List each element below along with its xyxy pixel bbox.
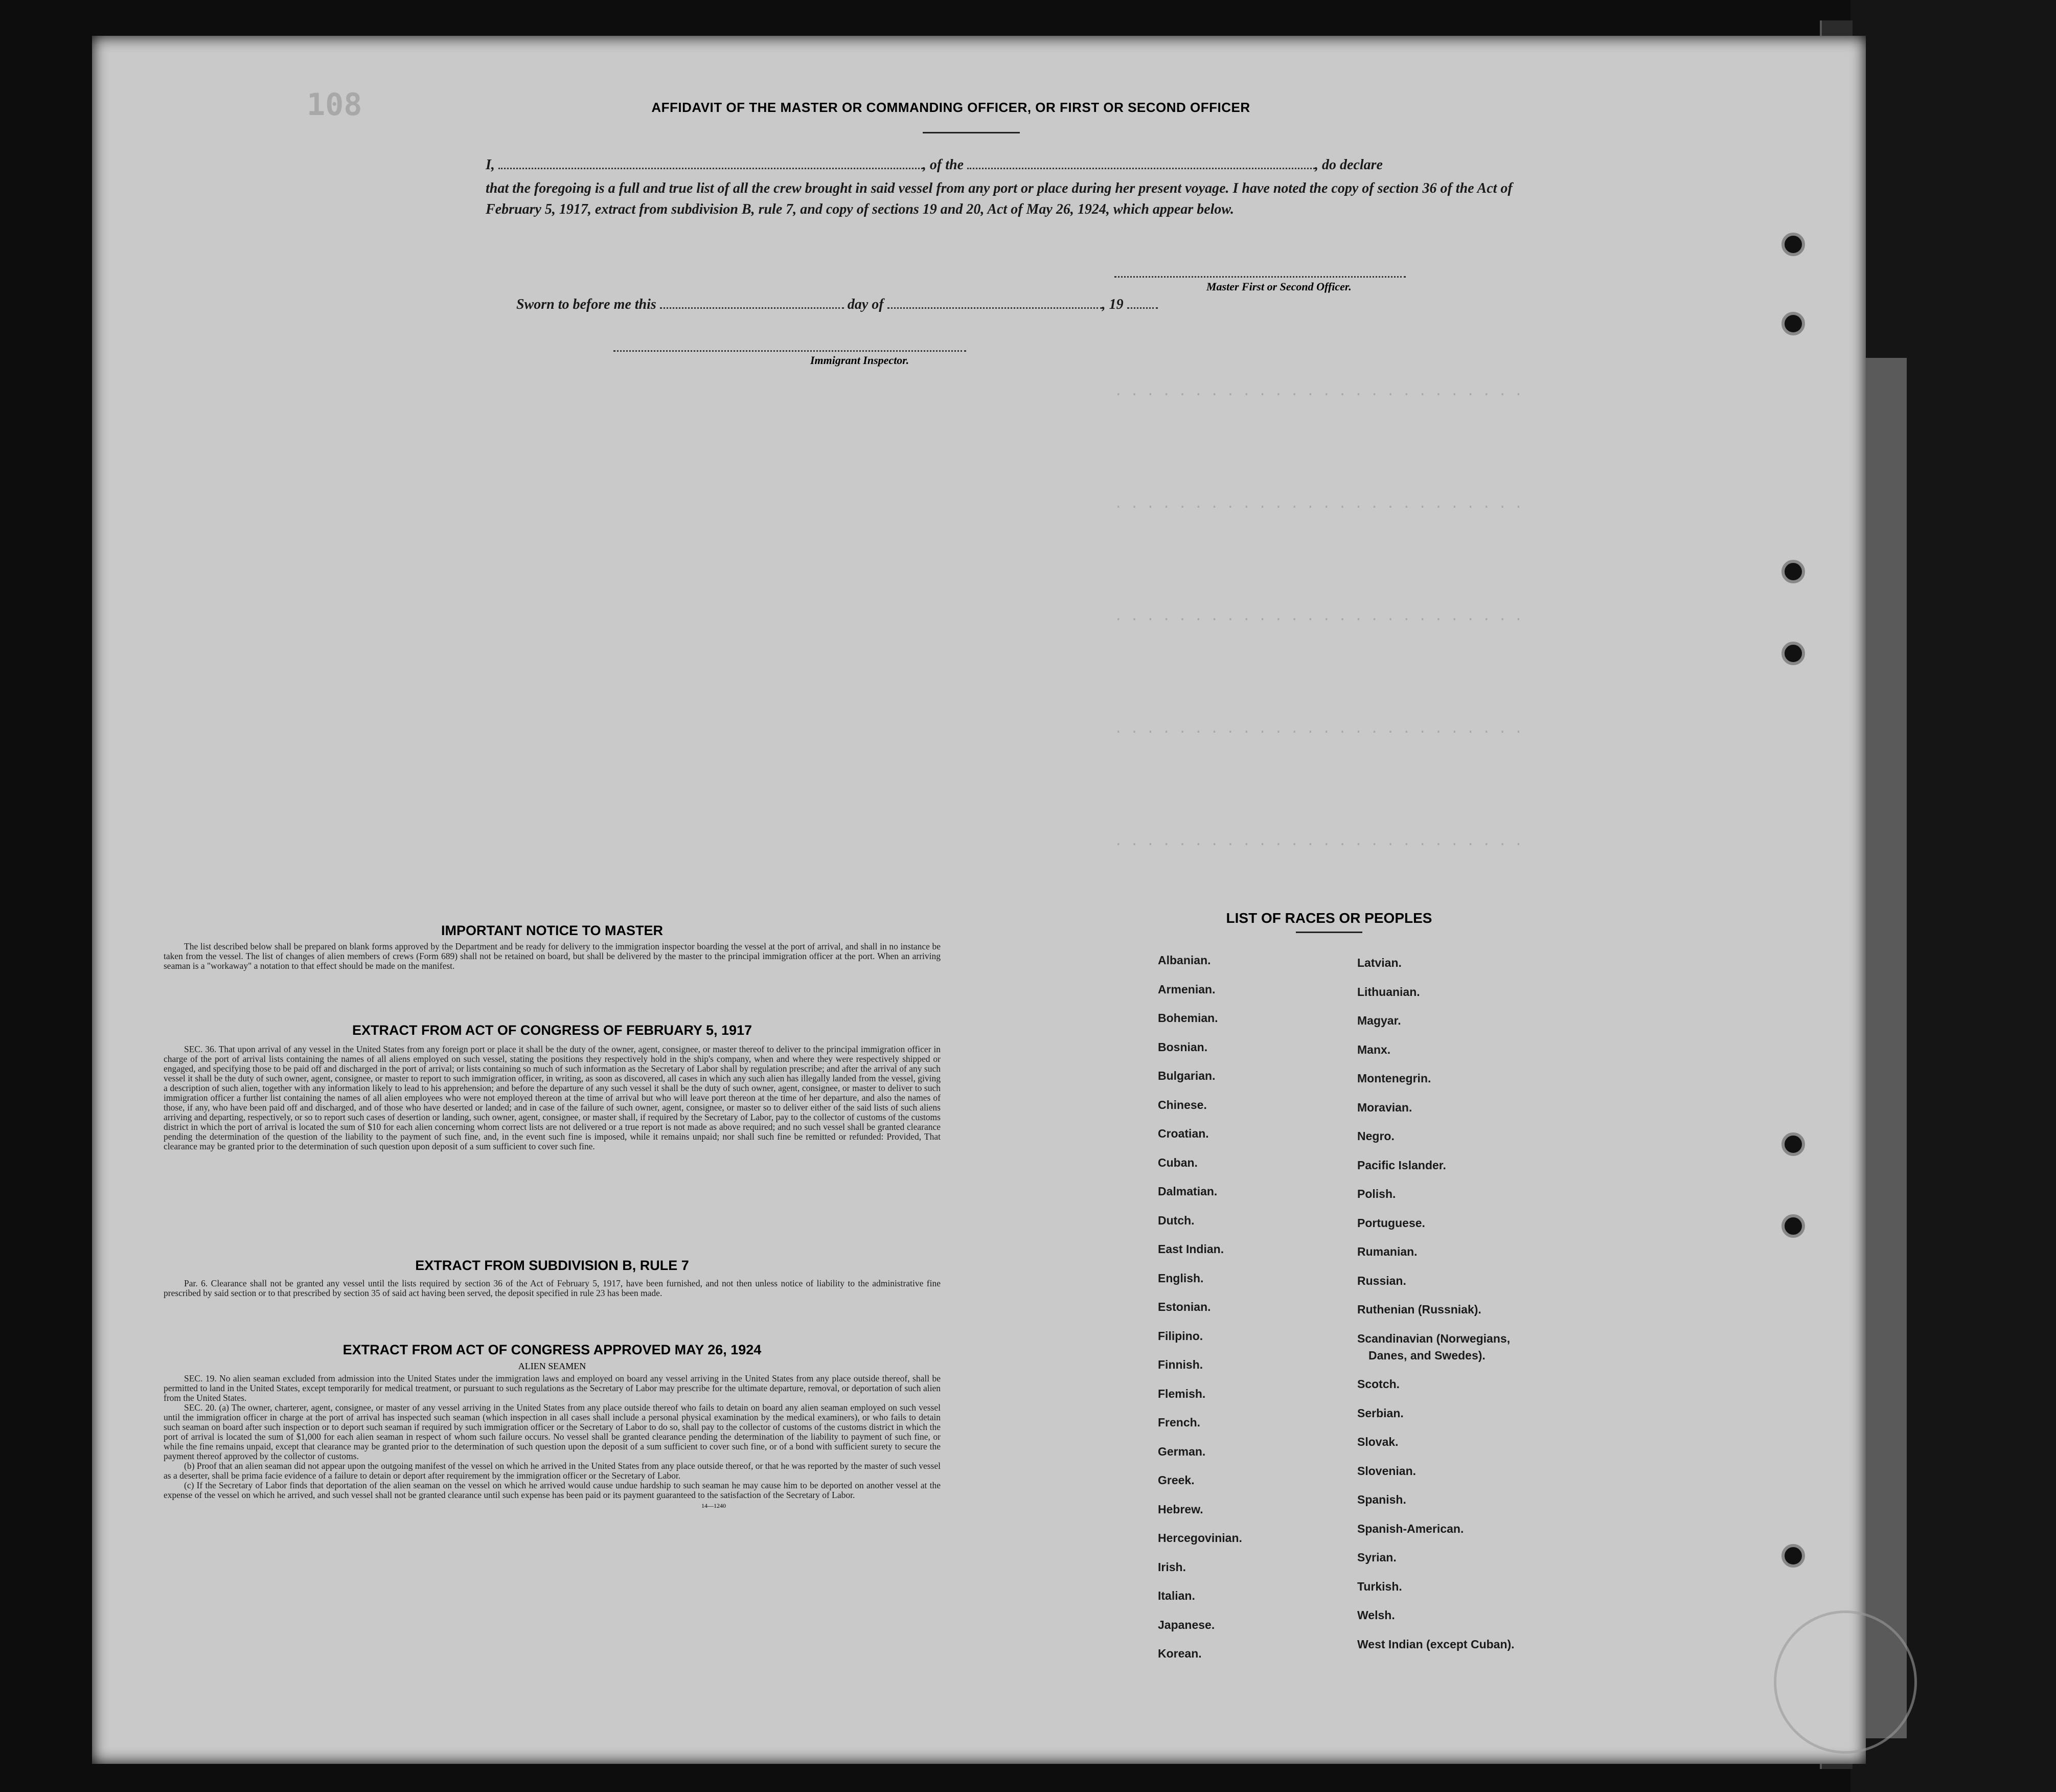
binder-hole xyxy=(1781,233,1805,256)
faded-stamp xyxy=(1774,1610,1917,1754)
race-item: Cuban. xyxy=(1158,1155,1198,1169)
bleed-through-text: . . . . . . . . . . . . . . . . . . . . . . . . . . xyxy=(1114,608,1523,624)
master-signature-label: Master First or Second Officer. xyxy=(1206,280,1352,293)
race-item: Finnish. xyxy=(1158,1358,1203,1371)
race-item: Moravian. xyxy=(1357,1100,1412,1114)
race-item: Greek. xyxy=(1158,1473,1195,1487)
sworn-line xyxy=(516,297,1283,313)
bleed-through-text: . . . . . . . . . . . . . . . . . . . . . . . . . . xyxy=(1114,833,1523,849)
master-signature-line[interactable] xyxy=(1114,276,1406,278)
race-item: Korean. xyxy=(1158,1647,1202,1660)
race-item: French. xyxy=(1158,1416,1201,1429)
race-item: Serbian. xyxy=(1357,1406,1404,1420)
race-item: Dutch. xyxy=(1158,1213,1195,1227)
race-item: Scandinavian (Norwegians, xyxy=(1357,1331,1511,1345)
extract-1917-text: SEC. 36. That upon arrival of any vessel in the United States from any foreign port or place it shall be the duty of the owner, agent, consignee, or master thereof to deliver to the principal immigration officer in charge of the port of arrival lists containing the names of all aliens employed on such vessel, stating the positions they respectively hold in the ship's company, when and where they were respectively shipped or engaged, and specifying those to be paid off and discharged in the port of arrival; or lists containing so much of such information as the Secretary of Labor shall by regulation prescribe; and after the arrival of any such vessel it shall be the duty of such owner, agent, consignee, or master to report to such immigration officer, in writing, as soon as discovered, all cases in which any such alien has illegally landed from the vessel, giving a description of such alien, together with any information likely to lead to his apprehension; and before the departure of any such vessel it shall be the duty of such owner, agent, consignee, or master to deliver to such immigration officer a further list containing the names of all alien employees who were not employed thereon at the time of arrival but who will leave port thereon at the time of her departure, and also the names of those, if any, who have been paid off and discharged, and of those who have deserted or landed; and in case of the failure of such owner, agent, consignee, or master so to deliver either of the said lists of such aliens arriving and departing, respectively, or so to report such cases of desertion or landing, such owner, agent, consignee, or master shall, if required by the Secretary of Labor, pay to the collector of customs of the customs district in which the port of arrival is located the sum of $10 for each alien concerning whom correct lists are not delivered or a true report is not made as above required; and no such vessel shall be granted clearance pending the determination of the question of the liability to the payment of such fine, and, in the event such fine is imposed, while it remains unpaid; nor shall such fine be remitted or refunded: Provided, That clearance may be granted prior to the determination of such question upon deposit of a sum sufficient to cover such fine. xyxy=(164,1044,941,1151)
race-item: Slovenian. xyxy=(1357,1464,1417,1478)
race-item: Albanian. xyxy=(1158,954,1211,967)
extract-1924-section xyxy=(164,1342,941,1510)
race-item: Japanese. xyxy=(1158,1618,1215,1631)
affidavit-title: AFFIDAVIT OF THE MASTER OR COMMANDING OFFICER, OR FIRST OR SECOND OFFICER xyxy=(651,100,1250,115)
title-underline xyxy=(923,132,1020,133)
notice-section xyxy=(164,923,941,971)
race-item: Rumanian. xyxy=(1357,1245,1418,1258)
race-item: Turkish. xyxy=(1357,1579,1402,1593)
extract-1924-subtitle: ALIEN SEAMEN xyxy=(518,1361,586,1371)
race-item: Scotch. xyxy=(1357,1377,1400,1391)
race-item: Russian. xyxy=(1357,1274,1406,1287)
affidavit-declare: , do declare xyxy=(1315,157,1383,173)
races-title: LIST OF RACES OR PEOPLES xyxy=(1226,910,1432,926)
race-item: Latvian. xyxy=(1357,956,1402,969)
race-item: West Indian (except Cuban). xyxy=(1357,1637,1515,1651)
subdivision-title: EXTRACT FROM SUBDIVISION B, RULE 7 xyxy=(415,1258,689,1273)
race-item: German. xyxy=(1158,1444,1206,1458)
affidavit-line1 xyxy=(486,157,1549,173)
extract-1917-section xyxy=(164,1023,941,1151)
race-item: East Indian. xyxy=(1158,1242,1224,1256)
affidavit-of-the: , of the xyxy=(922,157,964,173)
race-item: Portuguese. xyxy=(1357,1216,1425,1230)
race-item: Magyar. xyxy=(1357,1014,1401,1027)
race-item: Bohemian. xyxy=(1158,1011,1218,1025)
races-title-underline xyxy=(1296,932,1362,933)
race-item: Armenian. xyxy=(1158,982,1216,996)
sec20a-text: SEC. 20. (a) The owner, charterer, agent, consignee, or master of any vessel arriving in the United States from any place outside thereof who fails to detain on board any alien seaman employed on such vessel until the immigration officer in charge at the port of arrival has inspected such seaman (which inspection in all cases shall include a personal physical examination by the medical examiners), or who fails to detain such seaman on board after such inspection or to deport such seaman if required by such immigration officer or the Secretary of Labor to do so, shall pay to the collector of customs of the customs district in which the port of arrival is located the sum of $1,000 for each alien seaman in respect of whom such failure occurs. No vessel shall be granted clearance pending the determination of the liability to payment of such fine, or while the fine remains unpaid, except that clearance may be granted prior to the determination of such question upon the deposit of a sum sufficient to cover such fine, or of a bond with sufficient surety to secure the payment thereof approved by the collector of customs. xyxy=(164,1402,941,1461)
race-item: Syrian. xyxy=(1357,1551,1397,1564)
race-item: Manx. xyxy=(1357,1042,1391,1056)
race-item: Ruthenian (Russniak). xyxy=(1357,1303,1481,1316)
race-item: Pacific Islander. xyxy=(1357,1158,1446,1172)
extract-1924-title: EXTRACT FROM ACT OF CONGRESS APPROVED MAY 26, 1924 xyxy=(342,1342,762,1357)
inspector-label: Immigrant Inspector. xyxy=(810,354,909,367)
race-item: Slovak. xyxy=(1357,1435,1399,1448)
race-item: Bosnian. xyxy=(1158,1040,1208,1054)
race-item: Hebrew. xyxy=(1158,1502,1203,1516)
sec20b-text: (b) Proof that an alien seaman did not appear upon the outgoing manifest of the vessel on which he arrived in the United States from any place outside thereof, or that he was reported by the master of such vessel as a deserter, shall be prima facie evidence of a failure to detain or deport after requirement by the immigration officer or the Secretary of Labor. xyxy=(164,1461,941,1481)
race-item: Montenegrin. xyxy=(1357,1072,1431,1085)
race-item: English. xyxy=(1158,1271,1204,1285)
vessel-blank[interactable] xyxy=(967,168,1315,169)
subdivision-text: Par. 6. Clearance shall not be granted any vessel until the lists required by section 36 of the Act of February 5, 1917, have been furnished, and not then unless notice of liability to the administrative fine prescribed by said section or to that prescribed by section 35 of said act having been served, the deposit specified in rule 23 has been made. xyxy=(164,1278,941,1298)
race-item: Lithuanian. xyxy=(1357,985,1420,999)
race-item: Welsh. xyxy=(1357,1608,1395,1622)
race-item: Spanish. xyxy=(1357,1493,1406,1506)
notice-title: IMPORTANT NOTICE TO MASTER xyxy=(441,923,663,938)
sworn-day-blank[interactable] xyxy=(660,307,844,309)
affidavit-body: that the foregoing is a full and true list of all the crew brought in said vessel from any port or place during her present voyage. I have noted the copy of section 36 of the Act of February 5, 1917, extract from subdivision B, rule 7, and copy of sections 19 and 20, Act of May 26, 1924, which appear below. xyxy=(486,180,1513,217)
bleed-through-text: . . . . . . . . . . . . . . . . . . . . . . . . . . xyxy=(1114,383,1523,399)
race-item: Italian. xyxy=(1158,1589,1195,1602)
form-number: 14—1240 xyxy=(701,1502,726,1509)
binder-hole xyxy=(1781,1214,1805,1238)
bleed-through-text: . . . . . . . . . . . . . . . . . . . . . . . . . . xyxy=(1114,496,1523,511)
binder-hole xyxy=(1781,1544,1805,1568)
bleed-through-text: . . . . . . . . . . . . . . . . . . . . . . . . . . xyxy=(1114,721,1523,736)
sworn-year-blank[interactable] xyxy=(1127,307,1158,309)
subdivision-section xyxy=(164,1258,941,1298)
sec19-text: SEC. 19. No alien seaman excluded from admission into the United States under the immigration laws and employed on board any vessel arriving in the United States from any place outside thereof, shall be permitted to land in the United States, except temporarily for medical treatment, or pursuant to such regulations as the Secretary of Labor may prescribe for the ultimate departure, removal, or deportation of such alien from the United States. xyxy=(164,1373,941,1403)
affidavit-i: I, xyxy=(486,157,495,173)
race-item: Polish. xyxy=(1357,1187,1396,1200)
inspector-signature-line[interactable] xyxy=(613,350,966,352)
binder-hole xyxy=(1781,642,1805,665)
race-item: Spanish-American. xyxy=(1357,1522,1464,1535)
race-item: Irish. xyxy=(1158,1560,1186,1574)
sec20c-text: (c) If the Secretary of Labor finds that deportation of the alien seaman on the vessel on which he arrived would cause undue hardship to such seaman he may cause him to be deported on another vessel at the expense of the vessel on which he arrived, and such vessel shall not be granted clearance until such expense has been paid or its payment guaranteed to the satisfaction of the Secretary of Labor. xyxy=(164,1480,941,1500)
binder-hole xyxy=(1781,560,1805,583)
races-column-2 xyxy=(1357,956,1515,1666)
name-blank[interactable] xyxy=(498,168,923,169)
sworn-month-blank[interactable] xyxy=(887,307,1102,309)
binder-hole xyxy=(1781,312,1805,335)
extract-1917-title: EXTRACT FROM ACT OF CONGRESS OF FEBRUARY 5, 1917 xyxy=(352,1023,752,1038)
race-item: Bulgarian. xyxy=(1158,1069,1216,1082)
document-page xyxy=(92,36,1866,1764)
race-item: Flemish. xyxy=(1158,1387,1206,1400)
sworn-year: , 19 xyxy=(1102,297,1124,312)
binder-hole xyxy=(1781,1132,1805,1156)
race-item: Croatian. xyxy=(1158,1127,1209,1140)
page-number: 108 xyxy=(307,87,362,123)
races-column-1 xyxy=(1158,954,1242,1676)
race-item: Filipino. xyxy=(1158,1329,1203,1343)
race-item: Chinese. xyxy=(1158,1098,1207,1112)
sworn-day-of: day of xyxy=(847,297,884,312)
race-item: Dalmatian. xyxy=(1158,1185,1218,1198)
race-item: Hercegovinian. xyxy=(1158,1531,1242,1545)
race-item: Negro. xyxy=(1357,1129,1395,1143)
race-item: Danes, and Swedes). xyxy=(1368,1348,1486,1362)
notice-text: The list described below shall be prepared on blank forms approved by the Department and be ready for delivery to the immigration inspector boarding the vessel at the port of arrival, and shall in no instance be taken from the vessel. The list of changes of alien members of crews (Form 689) shall not be retained on board, but shall be delivered by the master to the principal immigration officer at the port. When an arriving seaman is a "workaway" a notation to that effect should be made on the manifest. xyxy=(164,941,941,971)
sworn-prefix: Sworn to before me this xyxy=(516,297,656,312)
race-item: Estonian. xyxy=(1158,1300,1211,1313)
